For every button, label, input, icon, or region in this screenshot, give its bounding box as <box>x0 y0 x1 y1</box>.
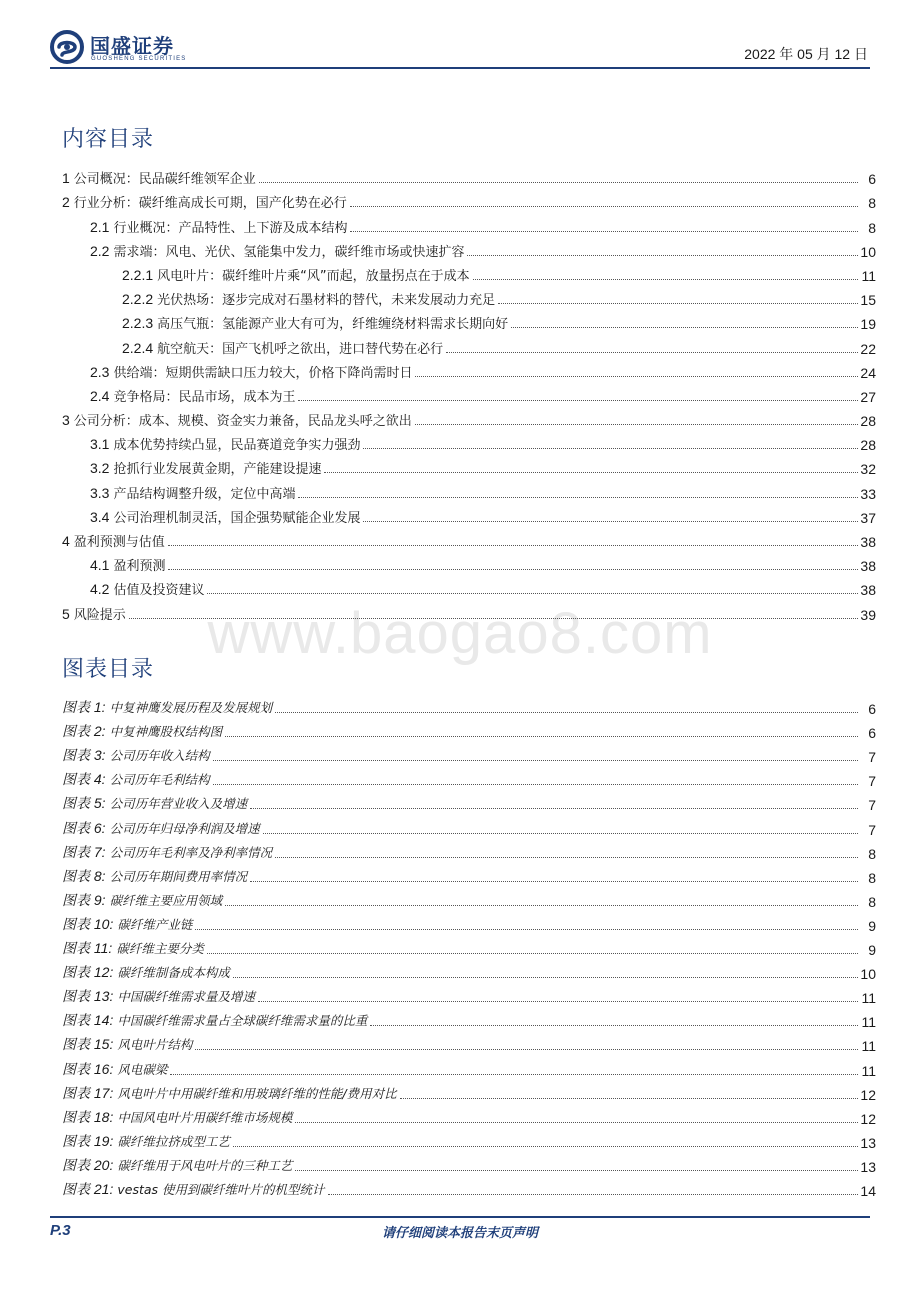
figure-number: 图表 14: <box>62 1012 114 1029</box>
header-divider <box>50 67 870 69</box>
figure-page: 7 <box>868 797 876 814</box>
toc-entry-page: 24 <box>860 364 876 381</box>
figure-title: 公司历年收入结构 <box>109 748 210 764</box>
figure-title: 碳纤维用于风电叶片的三种工艺 <box>117 1157 293 1173</box>
figure-title: 碳纤维产业链 <box>117 916 193 932</box>
dot-leader <box>415 376 858 377</box>
figure-number: 图表 12: <box>62 964 114 981</box>
toc-entry-title: 竞争格局：民品市场，成本为王 <box>113 389 296 405</box>
figure-title: 中国碳纤维需求量占全球碳纤维需求量的比重 <box>117 1013 368 1029</box>
dot-leader <box>168 545 858 546</box>
dot-leader <box>295 1170 858 1171</box>
toc-entry-title: 供给端：短期供需缺口压力较大，价格下降尚需时日 <box>113 365 413 381</box>
figure-number: 图表 10: <box>62 915 114 932</box>
figure-entry[interactable] <box>62 1127 876 1151</box>
toc-entry-number: 2.3 <box>90 363 110 380</box>
toc-entry-number: 3.1 <box>90 436 110 453</box>
dot-leader <box>213 760 858 761</box>
figure-page: 8 <box>868 845 876 862</box>
dot-leader <box>511 327 858 328</box>
toc-entry[interactable] <box>62 550 876 574</box>
dot-leader <box>259 182 858 183</box>
figure-number: 图表 19: <box>62 1132 114 1149</box>
toc-entry-title: 公司分析：成本、规模、资金实力兼备，民品龙头呼之欲出 <box>73 414 412 430</box>
dot-leader <box>473 279 858 280</box>
dot-leader <box>298 497 858 498</box>
dot-leader <box>370 1025 858 1026</box>
dot-leader <box>467 255 858 256</box>
toc-entry-page: 22 <box>860 340 876 357</box>
figure-title: 中复神鹰发展历程及发展规划 <box>109 700 273 716</box>
list-of-figures <box>62 693 876 1199</box>
toc-entry[interactable] <box>62 526 876 550</box>
toc-entry-page: 38 <box>860 582 876 599</box>
figure-title: 公司历年期间费用率情况 <box>109 868 248 884</box>
toc-entry-title: 高压气瓶：氢能源产业大有可为，纤维缠绕材料需求长期向好 <box>157 317 509 333</box>
figure-title: 中国风电叶片用碳纤维市场规模 <box>117 1109 293 1125</box>
figure-entry-label <box>62 1179 326 1199</box>
figure-entry-label <box>62 793 248 813</box>
toc-entry[interactable] <box>62 381 876 405</box>
figure-title: 公司历年毛利率及净利率情况 <box>109 844 273 860</box>
figure-page: 7 <box>868 821 876 838</box>
figure-entry-label <box>62 745 211 765</box>
company-name-en: GUOSHENG SECURITIES <box>91 56 187 62</box>
dot-leader <box>298 400 858 401</box>
toc-entry[interactable] <box>62 236 876 260</box>
toc-entry-page: 38 <box>860 534 876 550</box>
toc-entry-page: 11 <box>861 267 876 284</box>
dot-leader <box>250 881 858 882</box>
figure-entry-label <box>62 938 205 958</box>
dot-leader <box>225 905 858 906</box>
page-header <box>50 28 870 70</box>
figure-entry-label <box>62 1034 193 1054</box>
dot-leader <box>233 977 858 978</box>
toc-entry[interactable] <box>62 405 876 429</box>
toc-entry-title: 估值及投资建议 <box>113 583 205 599</box>
figure-page: 8 <box>868 869 876 886</box>
toc-entry-number: 2.1 <box>90 218 110 235</box>
toc-entry-number: 1 <box>62 170 70 187</box>
toc-entry-number: 3.4 <box>90 508 110 525</box>
figure-number: 图表 17: <box>62 1084 114 1101</box>
toc-entry-title: 需求端：风电、光伏、氢能集中发力，碳纤维市场或快速扩容 <box>113 244 465 260</box>
figure-entry-label <box>62 1155 293 1175</box>
figure-entry[interactable] <box>62 862 876 886</box>
figure-title: 公司历年毛利结构 <box>109 772 210 788</box>
toc-entry[interactable] <box>62 477 876 501</box>
toc-entry-title: 成本优势持续凸显，民品赛道竞争实力强劲 <box>113 438 361 454</box>
toc-entry-label <box>122 265 471 284</box>
dot-leader <box>263 833 858 834</box>
figure-title: 碳纤维制备成本构成 <box>117 965 230 981</box>
figure-entry-label <box>62 818 261 838</box>
figure-entry[interactable] <box>62 693 876 717</box>
figure-page: 11 <box>861 990 876 1007</box>
company-logo <box>50 28 210 68</box>
toc-entry-page: 39 <box>860 606 876 623</box>
figure-page: 8 <box>868 893 876 910</box>
toc-entry-page: 8 <box>868 195 876 212</box>
figure-entry[interactable] <box>62 1030 876 1054</box>
toc-entry-number: 2.2.4 <box>122 339 154 356</box>
figure-entry[interactable] <box>62 765 876 789</box>
figure-page: 7 <box>868 773 876 790</box>
figure-number: 图表 16: <box>62 1060 114 1077</box>
dot-leader <box>195 1049 858 1050</box>
figure-entry-label <box>62 721 223 741</box>
figure-page: 14 <box>860 1182 876 1199</box>
figure-entry-label <box>62 842 273 862</box>
dot-leader <box>233 1146 858 1147</box>
figure-entry[interactable] <box>62 1006 876 1030</box>
toc-entry-label <box>122 313 509 332</box>
dot-leader <box>328 1194 858 1195</box>
watermark: www.baogao8.com <box>207 601 713 666</box>
figure-number: 图表 1: <box>62 699 106 716</box>
figure-title: 碳纤维主要应用领域 <box>109 892 223 908</box>
figure-title: 风电叶片结构 <box>117 1037 193 1053</box>
toc-entry-number: 2.2 <box>90 242 110 259</box>
dot-leader <box>350 231 858 232</box>
toc-entry-title: 行业概况：产品特性、上下游及成本结构 <box>113 220 348 236</box>
toc-entry-title: 盈利预测 <box>113 559 166 575</box>
figure-entry-label <box>62 697 273 717</box>
figure-number: 图表 20: <box>62 1156 114 1173</box>
dot-leader <box>213 784 858 785</box>
figure-entry[interactable] <box>62 886 876 910</box>
figure-title: 碳纤维主要分类 <box>116 941 204 957</box>
toc-entry-title: 风电叶片：碳纤维叶片乘“风”而起，放量拐点在于成本 <box>157 268 470 284</box>
toc-entry-page: 6 <box>868 171 876 188</box>
dot-leader <box>295 1122 858 1123</box>
figure-title: 公司历年营业收入及增速 <box>109 796 248 812</box>
toc-entry[interactable] <box>62 308 876 332</box>
dot-leader <box>250 808 858 809</box>
toc-entry-page: 28 <box>860 437 876 454</box>
toc-entry-page: 19 <box>860 316 876 333</box>
figure-entry-label <box>62 962 231 982</box>
figure-number: 图表 15: <box>62 1036 114 1053</box>
figure-title: 风电碳梁 <box>117 1061 168 1077</box>
toc-entry-page: 38 <box>860 558 876 575</box>
figure-page: 6 <box>868 725 876 742</box>
figure-title: 中复神鹰股权结构图 <box>109 724 223 740</box>
page-number: P.3 <box>50 1222 71 1239</box>
toc-entry-label <box>62 410 413 429</box>
figure-page: 7 <box>868 749 876 766</box>
figure-number: 图表 5: <box>62 795 106 812</box>
toc-entry-number: 2.2.3 <box>122 315 154 332</box>
toc-entry-label <box>62 192 348 211</box>
figure-number: 图表 11: <box>62 940 113 957</box>
toc-entry-page: 8 <box>868 219 876 236</box>
figure-page: 10 <box>860 966 876 983</box>
figure-entry[interactable] <box>62 910 876 934</box>
figure-page: 9 <box>868 942 876 959</box>
figure-entry-label <box>62 1010 368 1030</box>
table-of-contents <box>62 163 876 623</box>
dot-leader <box>415 424 858 425</box>
dot-leader <box>446 352 858 353</box>
figure-entry-label <box>62 914 193 934</box>
toc-entry-number: 4 <box>62 533 70 549</box>
figure-number: 图表 9: <box>62 891 106 908</box>
toc-entry-title: 光伏热场：逐步完成对石墨材料的替代，未来发展动力充足 <box>157 293 496 309</box>
toc-title: 内容目录 <box>62 127 155 152</box>
dot-leader <box>170 1074 858 1075</box>
figure-page: 12 <box>860 1086 876 1103</box>
figure-entry-label <box>62 1059 168 1079</box>
figure-number: 图表 3: <box>62 747 106 764</box>
toc-entry-page: 27 <box>860 388 876 405</box>
toc-entry[interactable] <box>62 502 876 526</box>
guosheng-logo-icon <box>50 30 84 64</box>
figure-page: 11 <box>861 1062 876 1079</box>
figure-entry[interactable] <box>62 1103 876 1127</box>
toc-entry-number: 4.1 <box>90 557 110 574</box>
figure-page: 11 <box>861 1038 876 1055</box>
figure-title: 中国碳纤维需求量及增速 <box>117 989 255 1005</box>
toc-entry-number: 2 <box>62 194 70 211</box>
toc-entry-label <box>90 555 166 574</box>
figure-number: 图表 13: <box>62 988 114 1005</box>
figure-entry[interactable] <box>62 813 876 837</box>
figure-entry-label <box>62 986 256 1006</box>
figure-entry-label <box>62 890 223 910</box>
toc-entry-number: 4.2 <box>90 581 110 598</box>
toc-entry[interactable] <box>62 284 876 308</box>
dot-leader <box>258 1001 858 1002</box>
footer-disclaimer: 请仔细阅读本报告末页声明 <box>381 1226 538 1241</box>
toc-entry-label <box>62 531 166 550</box>
dot-leader <box>207 953 858 954</box>
toc-entry[interactable] <box>62 260 876 284</box>
toc-entry[interactable] <box>62 357 876 381</box>
toc-entry-label <box>90 241 465 260</box>
dot-leader <box>498 303 858 304</box>
dot-leader <box>225 736 858 737</box>
figure-title: 风电叶片中用碳纤维和用玻璃纤维的性能/费用对比 <box>117 1085 397 1101</box>
toc-entry-page: 32 <box>860 461 876 478</box>
toc-entry-title: 抢抓行业发展黄金期，产能建设提速 <box>113 462 322 478</box>
toc-entry-number: 2.2.2 <box>122 291 154 308</box>
figure-title: 公司历年归母净利润及增速 <box>109 820 260 836</box>
figure-number: 图表 7: <box>62 843 106 860</box>
toc-entry-label <box>90 483 296 502</box>
footer-divider <box>50 1216 870 1218</box>
figure-page: 11 <box>861 1014 876 1031</box>
figure-page: 12 <box>860 1110 876 1127</box>
toc-entry-number: 3.3 <box>90 484 110 501</box>
figure-entry[interactable] <box>62 982 876 1006</box>
toc-entry-label <box>62 604 127 623</box>
figure-page: 13 <box>860 1134 876 1151</box>
dot-leader <box>350 206 858 207</box>
figure-entry[interactable] <box>62 838 876 862</box>
toc-entry-number: 3.2 <box>90 460 110 477</box>
figure-entry[interactable] <box>62 717 876 741</box>
figure-entry-label <box>62 769 211 789</box>
figure-number: 图表 21: <box>62 1180 114 1197</box>
figure-entry[interactable] <box>62 1175 876 1199</box>
toc-entry-label <box>90 217 348 236</box>
toc-entry-title: 盈利预测与估值 <box>73 535 165 550</box>
dot-leader <box>195 929 858 930</box>
figure-page: 6 <box>868 701 876 718</box>
toc-entry[interactable] <box>62 574 876 598</box>
toc-entry-label <box>90 507 361 526</box>
toc-entry[interactable] <box>62 163 876 187</box>
toc-entry[interactable] <box>62 453 876 477</box>
toc-entry-label <box>122 289 496 308</box>
figure-entry-label <box>62 1131 231 1151</box>
toc-entry[interactable] <box>62 187 876 211</box>
figure-title: vestas 使用到碳纤维叶片的机型统计 <box>117 1181 325 1197</box>
toc-entry-title: 行业分析：碳纤维高成长可期，国产化势在必行 <box>73 196 347 212</box>
figure-entry[interactable] <box>62 958 876 982</box>
dot-leader <box>207 593 858 594</box>
figure-number: 图表 4: <box>62 771 106 788</box>
toc-entry-number: 2.4 <box>90 387 110 404</box>
toc-entry-page: 15 <box>860 292 876 309</box>
dot-leader <box>275 857 858 858</box>
toc-entry-title: 公司治理机制灵活，国企强势赋能企业发展 <box>113 510 361 526</box>
list-of-figures-title: 图表目录 <box>62 657 155 682</box>
toc-entry-number: 3 <box>62 412 70 429</box>
toc-entry-label <box>122 338 444 357</box>
figure-entry[interactable] <box>62 934 876 958</box>
toc-entry-page: 33 <box>860 485 876 502</box>
dot-leader <box>400 1098 858 1099</box>
figure-number: 图表 8: <box>62 867 106 884</box>
toc-entry-number: 2.2.1 <box>122 266 154 283</box>
toc-entry-page: 28 <box>860 413 876 430</box>
toc-entry-title: 公司概况：民品碳纤维领军企业 <box>73 172 256 188</box>
figure-entry-label <box>62 1107 293 1127</box>
figure-page: 9 <box>868 917 876 934</box>
toc-entry-label <box>90 362 413 381</box>
dot-leader <box>363 448 858 449</box>
figure-entry[interactable] <box>62 741 876 765</box>
toc-entry[interactable] <box>62 429 876 453</box>
figure-entry[interactable] <box>62 1054 876 1078</box>
toc-entry[interactable] <box>62 332 876 356</box>
toc-entry-title: 产品结构调整升级，定位中高端 <box>113 486 296 502</box>
toc-entry-label <box>90 579 205 598</box>
figure-entry-label <box>62 1083 398 1103</box>
toc-entry-page: 10 <box>860 243 876 260</box>
dot-leader <box>168 569 858 570</box>
toc-entry-label <box>90 386 296 405</box>
report-date: 2022 年 05 月 12 日 <box>744 46 868 62</box>
toc-entry-label <box>90 434 361 453</box>
figure-number: 图表 2: <box>62 723 106 740</box>
toc-entry-label <box>90 458 322 477</box>
figure-title: 碳纤维拉挤成型工艺 <box>117 1133 230 1149</box>
toc-entry-label <box>62 168 257 187</box>
figure-entry-label <box>62 866 248 886</box>
toc-entry-page: 37 <box>860 509 876 526</box>
figure-entry[interactable] <box>62 1079 876 1103</box>
figure-entry[interactable] <box>62 789 876 813</box>
toc-entry[interactable] <box>62 598 876 622</box>
toc-entry-title: 航空航天：国产飞机呼之欲出，进口替代势在必行 <box>157 341 444 357</box>
figure-number: 图表 18: <box>62 1108 114 1125</box>
company-name-cn: 国盛证券 <box>90 34 174 58</box>
toc-entry[interactable] <box>62 211 876 235</box>
toc-entry-number: 5 <box>62 605 70 622</box>
figure-page: 13 <box>860 1158 876 1175</box>
dot-leader <box>324 472 858 473</box>
dot-leader <box>363 521 858 522</box>
toc-entry-title: 风险提示 <box>73 607 126 623</box>
figure-entry[interactable] <box>62 1151 876 1175</box>
figure-number: 图表 6: <box>62 819 106 836</box>
dot-leader <box>129 618 858 619</box>
dot-leader <box>275 712 858 713</box>
